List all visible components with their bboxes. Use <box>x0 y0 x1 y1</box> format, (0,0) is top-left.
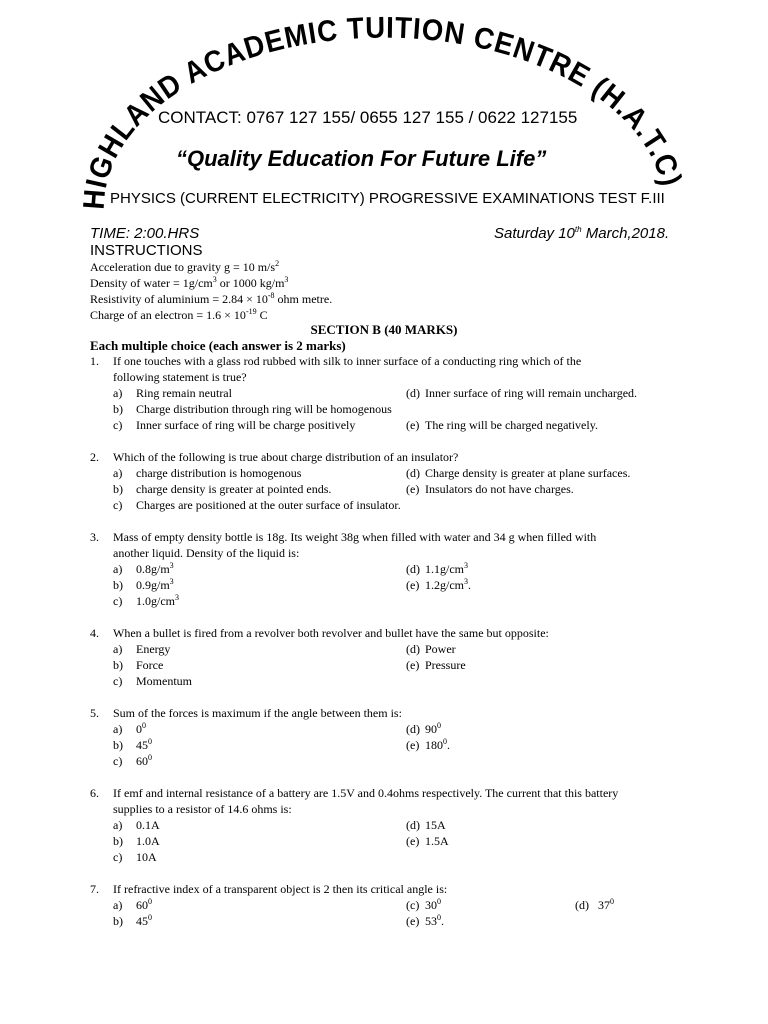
option-label: b) <box>113 914 123 928</box>
constant-water-density: Density of water = $1g/cm^3$ or 1000 $kg/m^3$ <box>90 275 289 290</box>
option-text: Charge density is greater at plane surfaces. <box>425 466 631 480</box>
school-motto: “Quality Education For Future Life” <box>176 146 547 171</box>
option-label: (d) <box>406 466 420 480</box>
option-label: b) <box>113 578 123 592</box>
question-text: following statement is true? <box>113 370 247 384</box>
option-label: (e) <box>406 482 420 496</box>
option-text: $45^0$ <box>136 913 152 928</box>
option-text: Inner surface of ring will be charge positively <box>136 418 356 432</box>
instructions-heading: INSTRUCTIONS <box>90 242 203 259</box>
constant-resistivity: Resistivity of aluminium = $2.84 \times 10^{-8}$ ohm metre. <box>90 291 333 306</box>
option-text: $0^0$ <box>136 721 146 736</box>
option-text: $37^0$ <box>598 897 614 912</box>
question-text: When a bullet is fired from a revolver both revolver and bullet have the same but opposite: <box>113 626 549 640</box>
option-text: Inner surface of ring will remain uncharged. <box>425 386 638 400</box>
option-label: (d) <box>575 898 589 912</box>
option-text: Ring remain neutral <box>136 386 232 400</box>
option-label: (d) <box>406 642 420 656</box>
option-text: $1.1g/cm^3$ <box>425 561 468 576</box>
option-text: 1.0A <box>136 834 160 848</box>
option-label: (c) <box>406 898 420 912</box>
option-text: charge distribution is homogenous <box>136 466 302 480</box>
option-label: (e) <box>406 578 420 592</box>
question-number: 2. <box>90 450 99 464</box>
school-name: HIGHLAND ACADEMIC TUITION CENTRE (H.A.T.C) <box>77 11 688 211</box>
question-text: supplies to a resistor of 14.6 ohms is: <box>113 802 292 816</box>
question-number: 1. <box>90 354 99 368</box>
question-text: another liquid. Density of the liquid is: <box>113 546 300 560</box>
question-text: If one touches with a glass rod rubbed with silk to inner surface of a conducting ring which of the <box>113 354 582 368</box>
option-label: a) <box>113 722 123 736</box>
option-label: c) <box>113 754 123 768</box>
option-label: a) <box>113 818 123 832</box>
option-text: $90^0$ <box>425 721 441 736</box>
option-label: a) <box>113 898 123 912</box>
option-label: (e) <box>406 658 420 672</box>
option-text: $1.2g/cm^3$. <box>425 577 471 592</box>
option-label: a) <box>113 386 123 400</box>
question-number: 4. <box>90 626 99 640</box>
option-label: b) <box>113 402 123 416</box>
option-label: a) <box>113 642 123 656</box>
option-text: 15A <box>425 818 446 832</box>
option-label: c) <box>113 850 123 864</box>
option-text: The ring will be charged negatively. <box>425 418 598 432</box>
option-label: (e) <box>406 418 420 432</box>
option-label: b) <box>113 834 123 848</box>
option-text: Power <box>425 642 456 656</box>
option-label: b) <box>113 738 123 752</box>
constant-electron-charge: Charge of an electron = $1.6 \times 10^{-19}$ C <box>90 307 268 322</box>
option-text: $60^0$ <box>136 897 152 912</box>
option-text: $0.9g/m^3$ <box>136 577 174 592</box>
option-text: Momentum <box>136 674 192 688</box>
question-text: Which of the following is true about charge distribution of an insulator? <box>113 450 459 464</box>
exam-title: PHYSICS (CURRENT ELECTRICITY) PROGRESSIVE EXAMINATIONS TEST F.III <box>110 190 665 207</box>
option-label: a) <box>113 466 123 480</box>
option-text: $0.8g/m^3$ <box>136 561 174 576</box>
option-text: 1.5A <box>425 834 449 848</box>
option-label: b) <box>113 482 123 496</box>
option-text: $53^0$. <box>425 913 444 928</box>
question-text: Sum of the forces is maximum if the angle between them is: <box>113 706 402 720</box>
option-text: $60^0$ <box>136 753 152 768</box>
option-text: Charges are positioned at the outer surface of insulator. <box>136 498 401 512</box>
question-number: 6. <box>90 786 99 800</box>
option-text: Force <box>136 658 164 672</box>
option-text: $180^0$. <box>425 737 450 752</box>
option-text: Pressure <box>425 658 466 672</box>
option-label: (e) <box>406 738 420 752</box>
question-text: Mass of empty density bottle is 18g. Its weight 38g when filled with water and 34 g when filled with <box>113 530 597 544</box>
option-text: 10A <box>136 850 157 864</box>
option-text: Charge distribution through ring will be homogenous <box>136 402 392 416</box>
option-label: c) <box>113 674 123 688</box>
exam-time: TIME: 2:00.HRS <box>90 225 200 242</box>
option-text: charge density is greater at pointed ends. <box>136 482 332 496</box>
question-text: If refractive index of a transparent object is 2 then its critical angle is: <box>113 882 448 896</box>
option-label: c) <box>113 594 123 608</box>
option-label: (e) <box>406 914 420 928</box>
option-label: c) <box>113 418 123 432</box>
option-text: $45^0$ <box>136 737 152 752</box>
section-title: SECTION B (40 MARKS) <box>310 322 458 337</box>
section-subheading: Each multiple choice (each answer is 2 marks) <box>90 338 346 353</box>
option-label: (e) <box>406 834 420 848</box>
option-label: b) <box>113 658 123 672</box>
option-text: $30^0$ <box>425 897 441 912</box>
exam-date: Saturday 10th March,2018. <box>494 225 670 242</box>
question-number: 5. <box>90 706 99 720</box>
option-text: Energy <box>136 642 171 656</box>
option-label: (d) <box>406 818 420 832</box>
question-number: 3. <box>90 530 99 544</box>
contact-line: CONTACT: 0767 127 155/ 0655 127 155 / 0622 127155 <box>158 108 578 127</box>
option-label: (d) <box>406 722 420 736</box>
constant-gravity: Acceleration due to gravity g = 10 $m/s^2$ <box>90 259 280 274</box>
option-label: (d) <box>406 386 420 400</box>
option-text: Insulators do not have charges. <box>425 482 574 496</box>
option-text: 0.1A <box>136 818 160 832</box>
option-label: a) <box>113 562 123 576</box>
question-text: If emf and internal resistance of a battery are 1.5V and 0.4ohms respectively. The current that this battery <box>113 786 619 800</box>
option-text: $1.0g/cm^3$ <box>136 593 179 608</box>
option-label: c) <box>113 498 123 512</box>
question-number: 7. <box>90 882 99 896</box>
option-label: (d) <box>406 562 420 576</box>
